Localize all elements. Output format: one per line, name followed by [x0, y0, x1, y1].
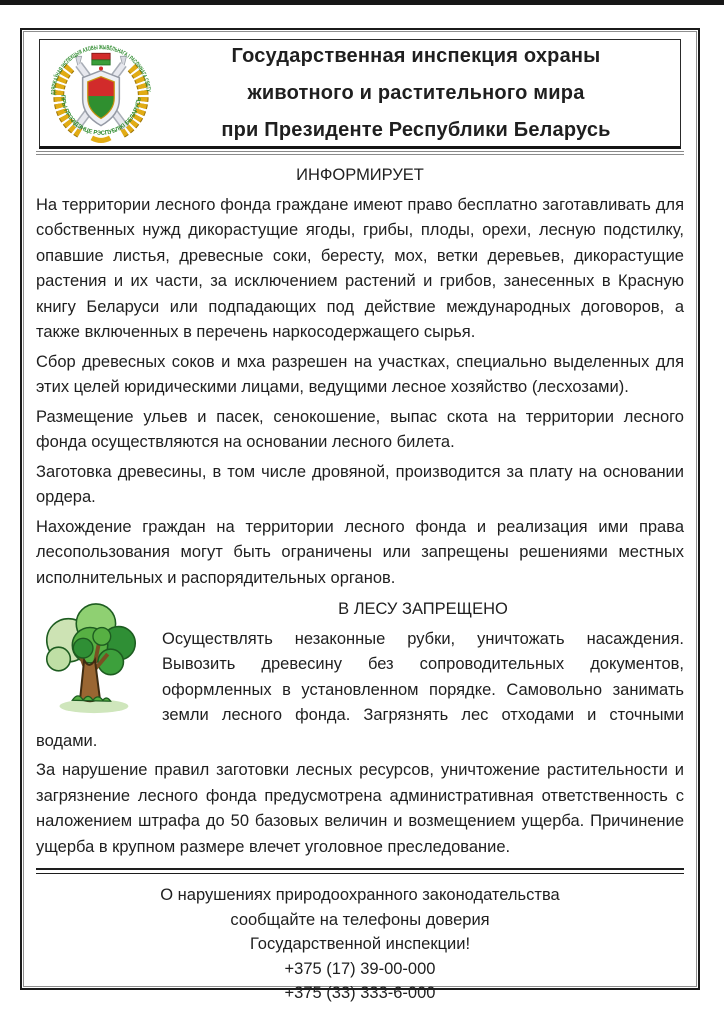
tree-svg	[38, 599, 144, 717]
penalty-paragraph: За нарушение правил заготовки лесных ресурсов, уничтожение растительности и загрязнение лесного фонда предусмотрена административная ответственность с наложением штрафа до 50 базовых величин и возмещением ущерба. Причинение ущерба в крупном размере влечет уголовное преследование.	[36, 761, 684, 856]
info-paragraph-1: На территории лесного фонда граждане имеют право бесплатно заготавливать для собственных нужд дикорастущие ягоды, грибы, плоды, орехи, лесную подстилку, опавшие листья, древесные соки, бересту, мох, ветки деревьев, дикорастущие растения и их части, за исключением растений и грибов, занесенных в Красную книгу Беларуси или подпадающих под действие международных договоров, а также включенных в перечень наркосодержащего сырья.	[36, 195, 684, 341]
info-paragraph-4: Заготовка древесины, в том числе дровяной, производится за плату на основании ордера.	[36, 462, 684, 506]
scan-top-bar	[0, 0, 724, 5]
footer-note-line-2: сообщайте на телефоны доверия	[230, 910, 490, 929]
tree-icon	[38, 599, 144, 717]
forbidden-heading: В ЛЕСУ ЗАПРЕЩЕНО	[338, 600, 508, 618]
emblem-ring-text-bottom: ПРЫ ПРЭЗІДЭНЦЕ РЭСПУБЛІКІ БЕЛАРУСЬ	[59, 94, 143, 137]
phone-number-1: +375 (17) 39-00-000	[284, 959, 436, 978]
footer-note-line-3: Государственной инспекции!	[249, 935, 471, 953]
informs-heading: ИНФОРМИРУЕТ	[296, 166, 424, 184]
header-box	[39, 39, 681, 149]
footer-block	[36, 883, 684, 1006]
info-paragraph-2: Сбор древесных соков и мха разрешен на участках, специально выделенных для этих целей юридическими лицами, ведущими лесное хозяйство (лесхозами).	[36, 352, 684, 396]
info-paragraph-3: Размещение ульев и пасек, сенокошение, выпас скота на территории лесного фонда осуществляются на основании лесного билета.	[36, 407, 684, 451]
outer-frame	[20, 28, 700, 1002]
agency-title	[162, 38, 680, 149]
forbidden-paragraph: Осуществлять незаконные рубки, уничтожать насаждения. Вывозить древесину без сопроводительных документов, оформленных в установленном порядке. Самовольно занимать земли лесного фонда. Загрязнять лес отходами и сточными водами.	[36, 629, 684, 750]
inner-frame	[23, 31, 697, 1002]
emblem-svg	[48, 40, 154, 146]
agency-title-line-3: при Президенте Республики Беларусь	[221, 118, 611, 141]
header-divider	[36, 151, 684, 155]
agency-title-line-2: животного и растительного мира	[247, 81, 585, 104]
forbidden-section	[36, 597, 684, 754]
phone-number-2: +375 (33) 333-6-000	[284, 984, 436, 1002]
info-paragraph-5: Нахождение граждан на территории лесного фонда и реализация ими права лесопользования могут быть ограничены или запрещены решениями местных исполнительных и распорядительных органов.	[36, 517, 684, 587]
agency-title-line-1: Государственная инспекция охраны	[231, 44, 601, 67]
footer-divider	[36, 868, 684, 874]
agency-emblem-icon	[40, 40, 162, 146]
footer-note-line-1: О нарушениях природоохранного законодательства	[160, 886, 560, 904]
emblem-ring-text-top: ДЗЯРЖАЎНАЯ ІНСПЕКЦЫЯ АХОВЫ ЖЫВЁЛЬНАГА І РАСЛІННАГА СВЕТУ	[50, 44, 152, 96]
